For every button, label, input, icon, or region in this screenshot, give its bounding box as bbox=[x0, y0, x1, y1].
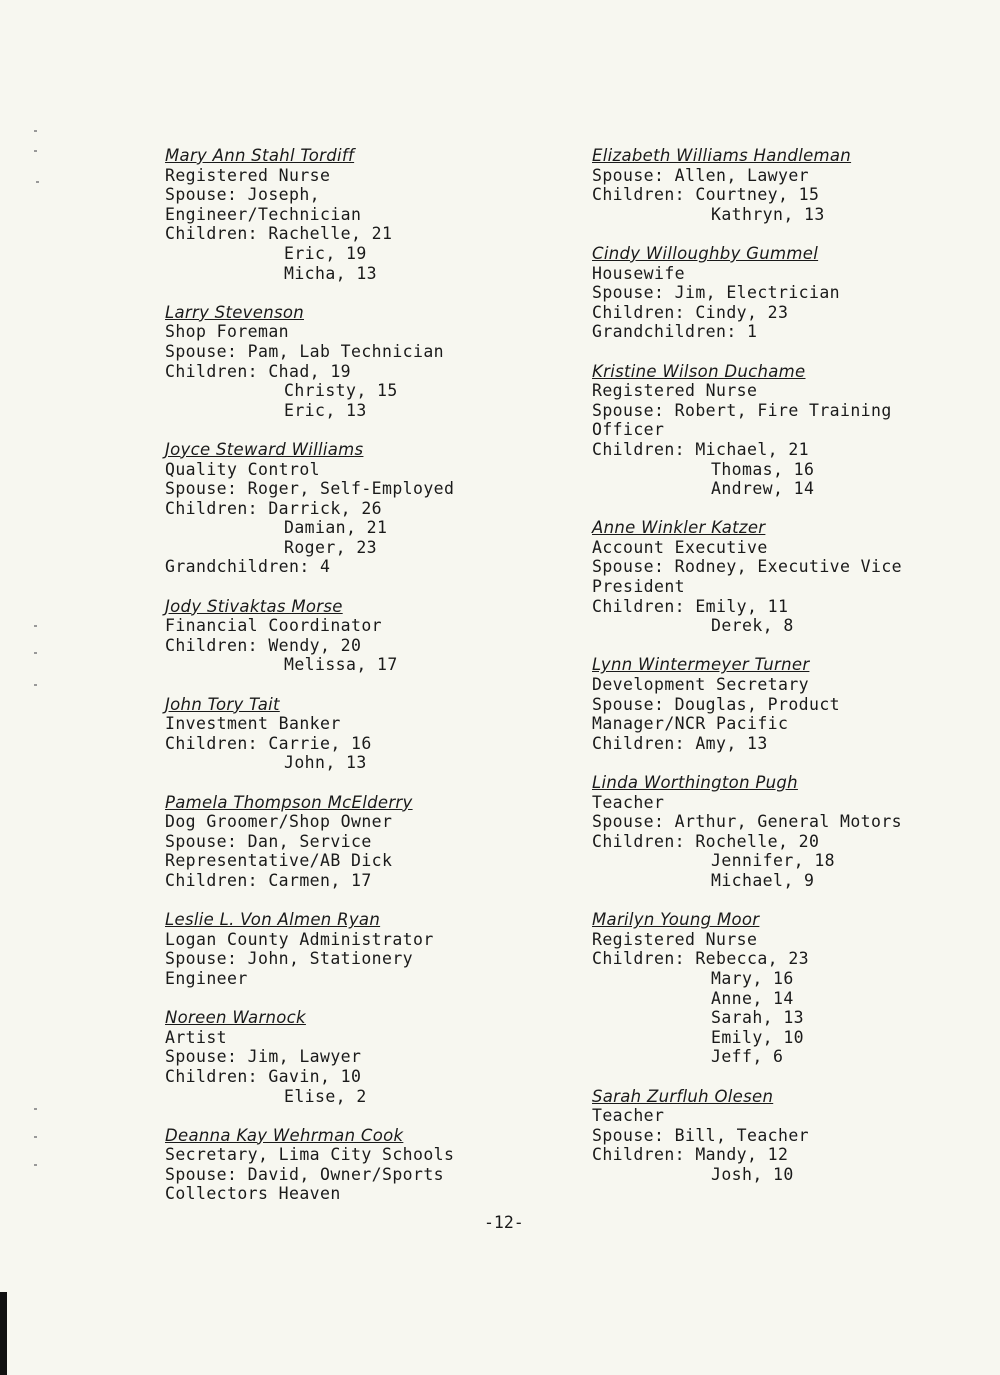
directory-entry bbox=[165, 303, 525, 421]
child-line: Jennifer, 18 bbox=[711, 851, 836, 871]
child-line: Kathryn, 13 bbox=[711, 204, 825, 224]
detail-line: Spouse: Roger, Self-Employed bbox=[165, 479, 455, 499]
child-line: Sarah, 13 bbox=[711, 1008, 805, 1028]
directory-entry bbox=[165, 695, 525, 773]
person-name: Marilyn Young Moor bbox=[592, 910, 760, 930]
detail-line: Spouse: Robert, Fire Training bbox=[592, 400, 892, 420]
directory-entry bbox=[165, 910, 525, 988]
detail-line: Spouse: David, Owner/Sports bbox=[165, 1164, 445, 1184]
detail-line: Quality Control bbox=[165, 459, 321, 479]
child-line: Derek, 8 bbox=[711, 616, 794, 636]
directory-entry bbox=[592, 518, 987, 636]
person-name: Mary Ann Stahl Tordiff bbox=[165, 146, 355, 165]
directory-entry bbox=[592, 362, 987, 499]
detail-line: Investment Banker bbox=[165, 714, 341, 734]
detail-line: President bbox=[592, 577, 686, 597]
detail-line: Children: Rachelle, 21 bbox=[165, 224, 393, 244]
child-line: Elise, 2 bbox=[284, 1086, 367, 1106]
right-column bbox=[592, 146, 987, 1204]
detail-line: Children: Wendy, 20 bbox=[165, 635, 362, 655]
directory-entry bbox=[592, 244, 987, 342]
detail-line: Children: Darrick, 26 bbox=[165, 498, 383, 518]
child-line: Anne, 14 bbox=[711, 988, 794, 1008]
person-name: Kristine Wilson Duchame bbox=[592, 361, 806, 381]
scan-speck bbox=[36, 181, 39, 183]
detail-line: Children: Rebecca, 23 bbox=[592, 949, 810, 969]
child-line: Eric, 19 bbox=[284, 243, 367, 263]
child-line: John, 13 bbox=[284, 753, 367, 773]
detail-line: Secretary, Lima City Schools bbox=[165, 1145, 455, 1165]
detail-line: Spouse: John, Stationery bbox=[165, 949, 414, 969]
detail-line: Children: Emily, 11 bbox=[592, 596, 789, 616]
person-name: Larry Stevenson bbox=[165, 302, 304, 322]
detail-line: Spouse: Pam, Lab Technician bbox=[165, 341, 445, 361]
detail-line: Financial Coordinator bbox=[165, 616, 383, 636]
person-name: Sarah Zurfluh Olesen bbox=[592, 1086, 774, 1106]
detail-line: Grandchildren: 4 bbox=[165, 557, 331, 577]
person-name: Deanna Kay Wehrman Cook bbox=[165, 1125, 404, 1145]
directory-entry bbox=[592, 910, 987, 1067]
detail-line: Grandchildren: 1 bbox=[592, 322, 758, 342]
directory-entry bbox=[592, 655, 987, 753]
detail-line: Representative/AB Dick bbox=[165, 851, 393, 871]
scan-edge-mark bbox=[0, 1292, 7, 1375]
directory-entry bbox=[592, 1087, 987, 1185]
detail-line: Account Executive bbox=[592, 537, 768, 557]
child-line: Mary, 16 bbox=[711, 968, 794, 988]
scan-speck bbox=[34, 1136, 37, 1138]
person-name: Jody Stivaktas Morse bbox=[165, 596, 343, 616]
scan-speck bbox=[34, 150, 37, 152]
detail-line: Shop Foreman bbox=[165, 322, 290, 342]
person-name: Joyce Steward Williams bbox=[165, 439, 364, 459]
detail-line: Teacher bbox=[592, 1106, 665, 1126]
scan-speck bbox=[34, 625, 37, 627]
detail-line: Spouse: Arthur, General Motors bbox=[592, 812, 903, 832]
detail-line: Spouse: Rodney, Executive Vice bbox=[592, 557, 903, 577]
detail-line: Spouse: Bill, Teacher bbox=[592, 1125, 810, 1145]
child-line: Thomas, 16 bbox=[711, 459, 815, 479]
child-line: Micha, 13 bbox=[284, 263, 378, 283]
detail-line: Children: Chad, 19 bbox=[165, 361, 352, 381]
directory-entry bbox=[165, 597, 525, 675]
directory-entry bbox=[165, 793, 525, 891]
scan-speck bbox=[34, 652, 37, 654]
detail-line: Manager/NCR Pacific bbox=[592, 714, 789, 734]
child-line: Roger, 23 bbox=[284, 537, 378, 557]
child-line: Damian, 21 bbox=[284, 518, 388, 538]
detail-line: Children: Michael, 21 bbox=[592, 439, 810, 459]
detail-line: Spouse: Douglas, Product bbox=[592, 694, 841, 714]
detail-line: Children: Courtney, 15 bbox=[592, 185, 820, 205]
detail-line: Dog Groomer/Shop Owner bbox=[165, 812, 393, 832]
person-name: Lynn Wintermeyer Turner bbox=[592, 655, 810, 675]
detail-line: Development Secretary bbox=[592, 675, 810, 695]
person-name: Anne Winkler Katzer bbox=[592, 518, 766, 538]
left-column bbox=[165, 146, 525, 1224]
detail-line: Teacher bbox=[592, 792, 665, 812]
detail-line: Registered Nurse bbox=[165, 165, 331, 185]
person-name: Leslie L. Von Almen Ryan bbox=[165, 910, 381, 930]
detail-line: Spouse: Jim, Electrician bbox=[592, 283, 841, 303]
directory-entry bbox=[165, 1126, 525, 1204]
detail-line: Children: Cindy, 23 bbox=[592, 302, 789, 322]
detail-line: Collectors Heaven bbox=[165, 1184, 341, 1204]
child-line: Eric, 13 bbox=[284, 400, 367, 420]
person-name: John Tory Tait bbox=[165, 694, 280, 714]
child-line: Melissa, 17 bbox=[284, 655, 398, 675]
page-number: -12- bbox=[484, 1213, 524, 1232]
directory-entry bbox=[165, 146, 525, 283]
person-name: Linda Worthington Pugh bbox=[592, 773, 798, 792]
scan-speck bbox=[34, 130, 37, 132]
child-line: Christy, 15 bbox=[284, 381, 398, 401]
detail-line: Housewife bbox=[592, 263, 686, 283]
person-name: Noreen Warnock bbox=[165, 1008, 306, 1028]
child-line: Michael, 9 bbox=[711, 870, 815, 890]
child-line: Josh, 10 bbox=[711, 1164, 794, 1184]
scan-speck bbox=[34, 1108, 37, 1110]
detail-line: Spouse: Jim, Lawyer bbox=[165, 1047, 362, 1067]
child-line: Andrew, 14 bbox=[711, 479, 815, 499]
directory-entry bbox=[592, 146, 987, 224]
person-name: Cindy Willoughby Gummel bbox=[592, 243, 819, 263]
person-name: Pamela Thompson McElderry bbox=[165, 792, 413, 812]
directory-entry bbox=[165, 440, 525, 577]
child-line: Jeff, 6 bbox=[711, 1047, 784, 1067]
detail-line: Spouse: Joseph, bbox=[165, 185, 321, 205]
detail-line: Children: Gavin, 10 bbox=[165, 1066, 362, 1086]
detail-line: Logan County Administrator bbox=[165, 929, 434, 949]
scan-speck bbox=[34, 684, 37, 686]
detail-line: Engineer/Technician bbox=[165, 204, 362, 224]
detail-line: Children: Rochelle, 20 bbox=[592, 831, 820, 851]
detail-line: Spouse: Dan, Service bbox=[165, 831, 372, 851]
scan-speck bbox=[34, 1164, 37, 1166]
detail-line: Artist bbox=[165, 1027, 228, 1047]
detail-line: Registered Nurse bbox=[592, 929, 758, 949]
detail-line: Engineer bbox=[165, 968, 248, 988]
person-name: Elizabeth Williams Handleman bbox=[592, 146, 852, 165]
detail-line: Children: Amy, 13 bbox=[592, 733, 768, 753]
detail-line: Children: Carmen, 17 bbox=[165, 870, 372, 890]
detail-line: Children: Mandy, 12 bbox=[592, 1145, 789, 1165]
detail-line: Registered Nurse bbox=[592, 381, 758, 401]
directory-entry bbox=[592, 773, 987, 891]
detail-line: Spouse: Allen, Lawyer bbox=[592, 165, 810, 185]
detail-line: Children: Carrie, 16 bbox=[165, 733, 372, 753]
directory-entry bbox=[165, 1008, 525, 1106]
child-line: Emily, 10 bbox=[711, 1027, 805, 1047]
detail-line: Officer bbox=[592, 420, 665, 440]
